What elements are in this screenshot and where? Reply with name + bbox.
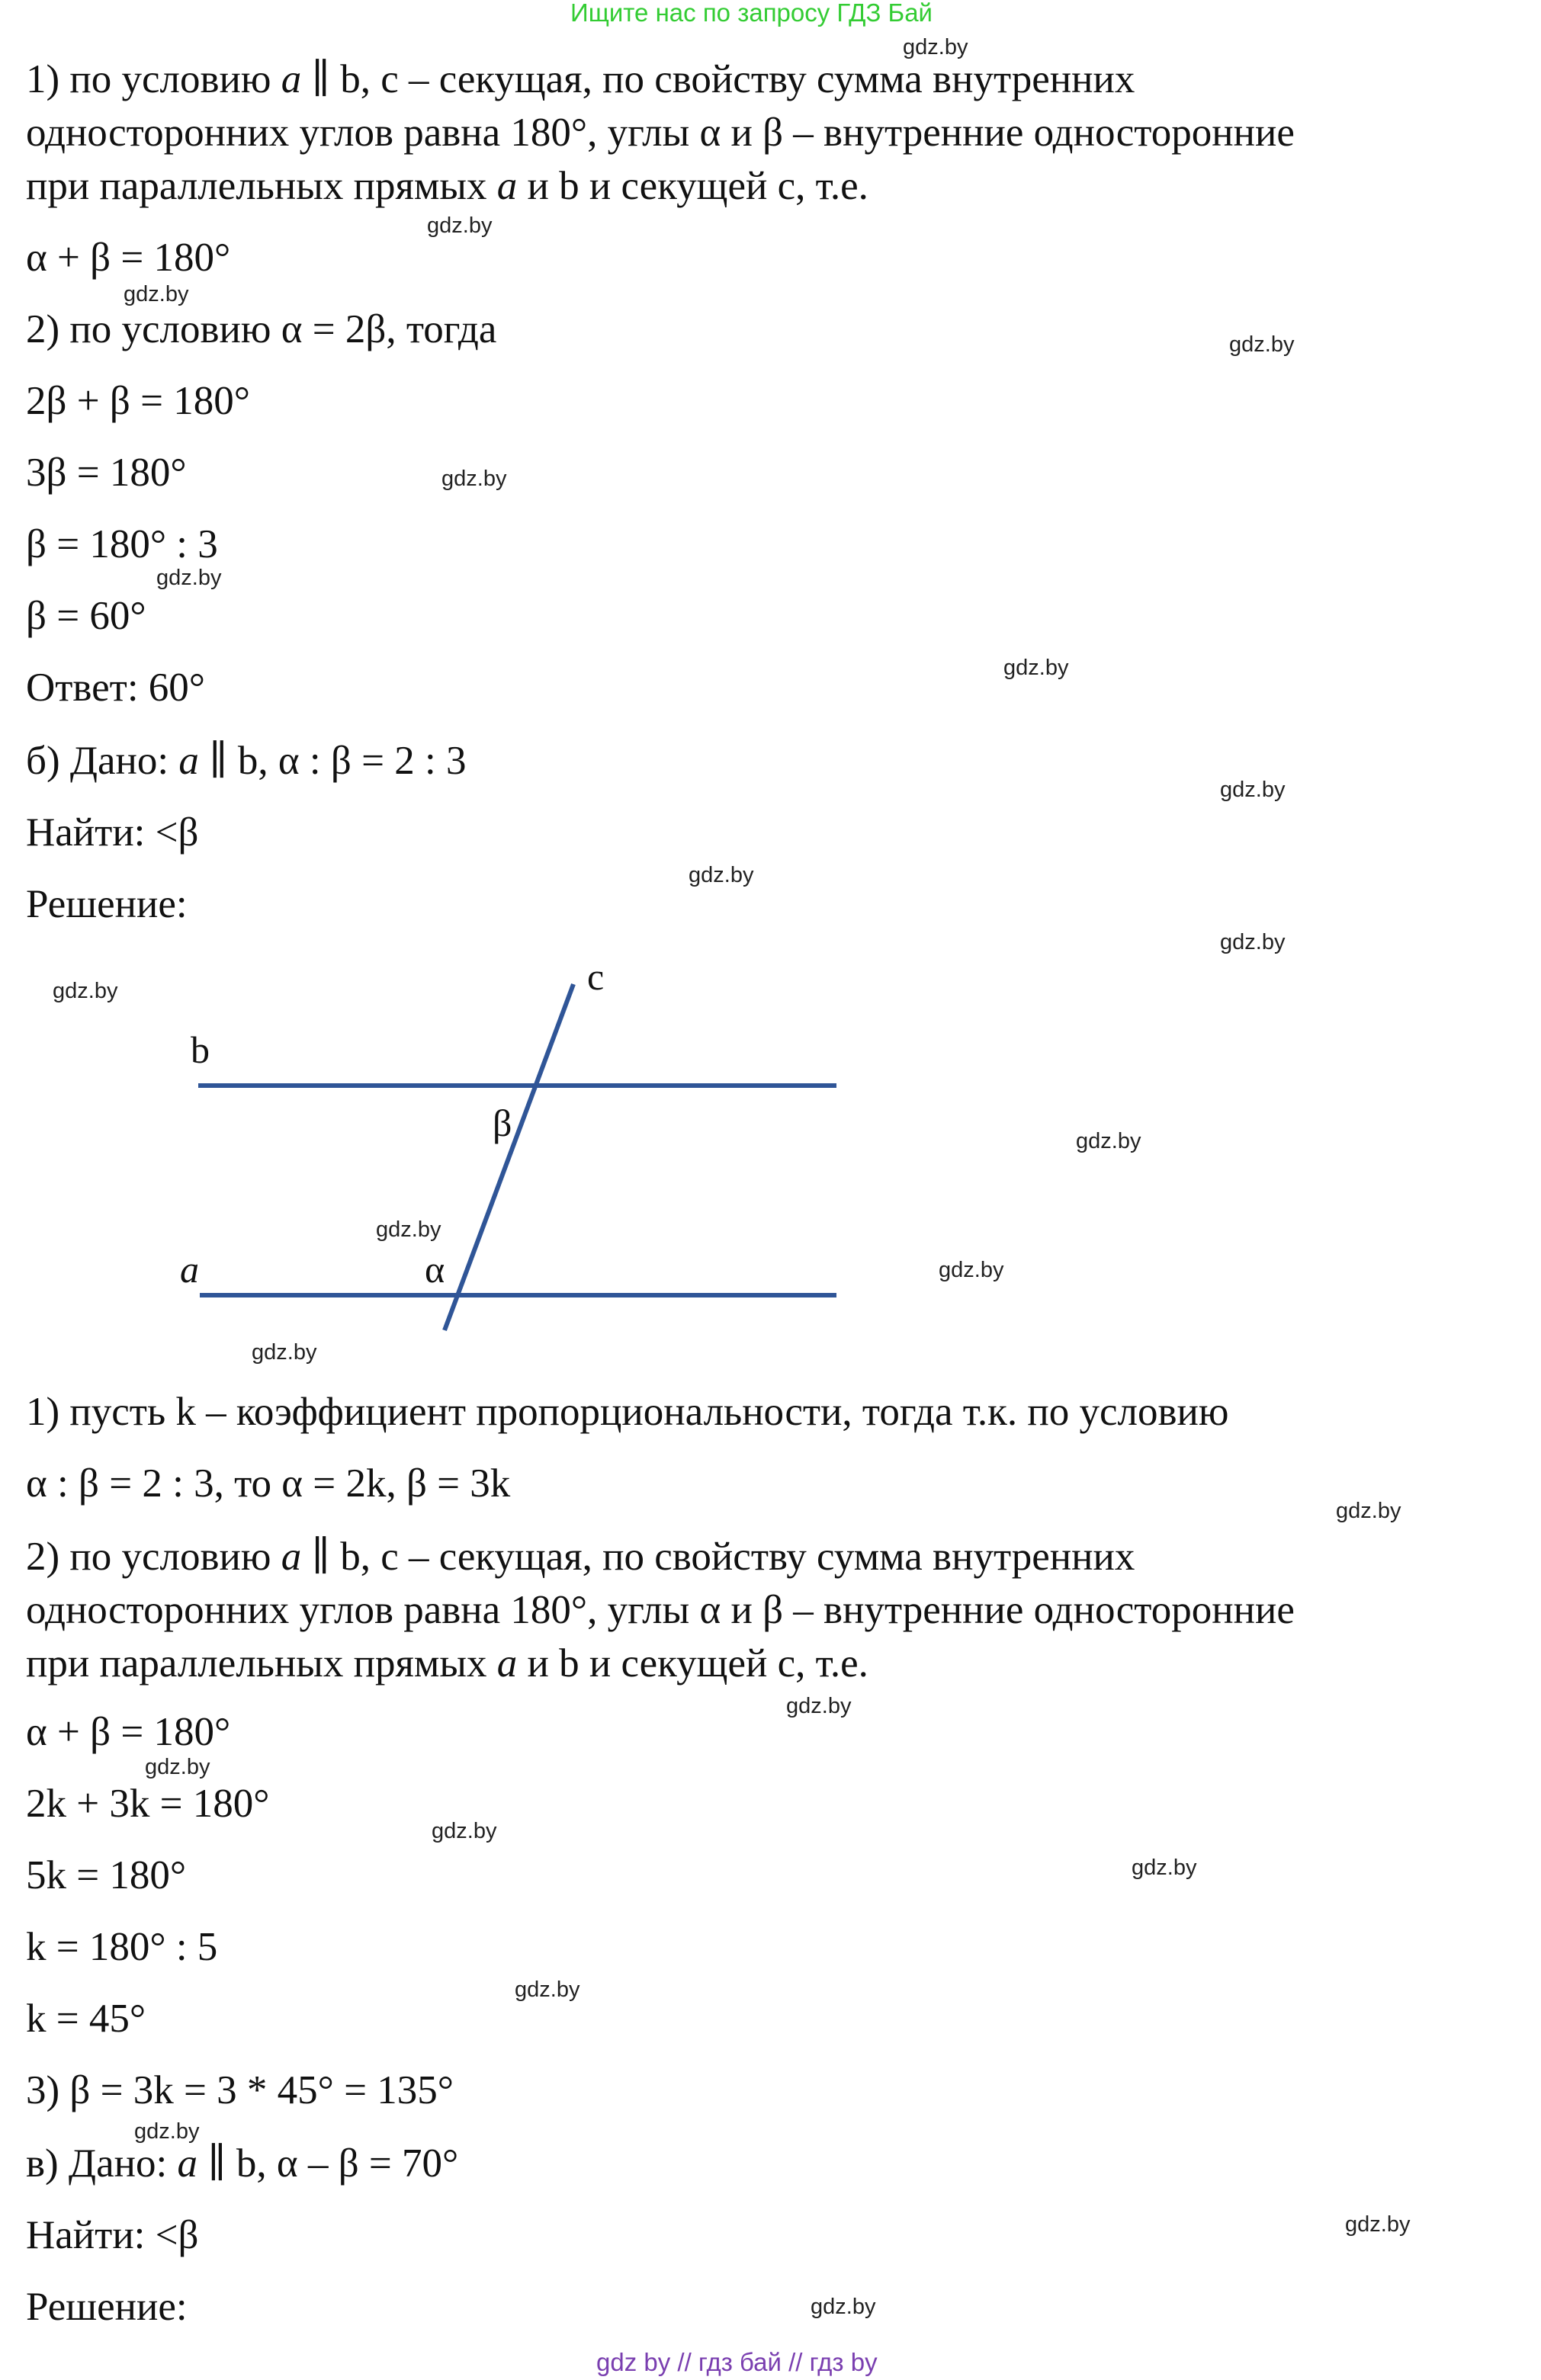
part-a-statement-line1: 1) по условию a ∥ b, c – секущая, по свойству сумма внутренних: [26, 57, 1135, 101]
footer-links: gdz by // гдз бай // гдз by: [596, 2348, 878, 2376]
part-c-find: Найти: <β: [26, 2213, 199, 2257]
watermark: gdz.by: [786, 1694, 852, 1718]
part-b-step-1-line2: α : β = 2 : 3, то α = 2k, β = 3k: [26, 1461, 511, 1506]
part-b-step-3: 3) β = 3k = 3 * 45° = 135°: [26, 2068, 454, 2112]
label-c: c: [587, 955, 605, 998]
watermark: gdz.by: [252, 1340, 317, 1365]
watermark: gdz.by: [903, 35, 968, 59]
watermark: gdz.by: [145, 1755, 210, 1779]
part-b-equation-4: k = 180° : 5: [26, 1925, 218, 1969]
part-b-equation-5: k = 45°: [26, 1997, 146, 2041]
watermark: gdz.by: [515, 1977, 580, 2002]
watermark: gdz.by: [124, 282, 189, 306]
secant-c: [445, 984, 573, 1330]
part-a-equation-5: β = 60°: [26, 594, 146, 638]
watermark: gdz.by: [1220, 930, 1286, 954]
watermark: gdz.by: [376, 1217, 441, 1242]
part-b-step-2-line3: при параллельных прямых a и b и секущей c, т.е.: [26, 1641, 868, 1686]
watermark: gdz.by: [53, 979, 118, 1003]
label-beta: β: [493, 1102, 512, 1144]
watermark: gdz.by: [1076, 1129, 1141, 1153]
header-banner: Ищите нас по запросу ГДЗ Бай: [570, 0, 933, 27]
watermark: gdz.by: [1003, 656, 1069, 680]
part-b-find: Найти: <β: [26, 810, 199, 855]
watermark: gdz.by: [1345, 2212, 1411, 2237]
watermark: gdz.by: [1229, 332, 1295, 357]
part-a-equation-2: 2β + β = 180°: [26, 379, 250, 423]
part-b-step-2-line1: 2) по условию a ∥ b, c – секущая, по свойству сумма внутренних: [26, 1535, 1135, 1579]
part-a-statement-line3: при параллельных прямых a и b и секущей c, т.е.: [26, 164, 868, 208]
watermark: gdz.by: [156, 566, 222, 590]
watermark: gdz.by: [811, 2295, 876, 2319]
watermark: gdz.by: [1336, 1499, 1401, 1523]
part-b-step-2-line2: односторонних углов равна 180°, углы α и β – внутренние односторонние: [26, 1588, 1295, 1632]
part-b-solution-heading: Решение:: [26, 882, 188, 926]
part-b-equation-1: α + β = 180°: [26, 1710, 231, 1754]
watermark: gdz.by: [939, 1258, 1004, 1282]
part-a-statement-line2: односторонних углов равна 180°, углы α и β – внутренние односторонние: [26, 111, 1295, 155]
part-a-equation-1: α + β = 180°: [26, 236, 231, 280]
part-c-given: в) Дано: a ∥ b, α – β = 70°: [26, 2141, 459, 2186]
watermark: gdz.by: [441, 467, 507, 491]
watermark: gdz.by: [1132, 1856, 1197, 1880]
watermark: gdz.by: [689, 863, 754, 887]
part-a-equation-4: β = 180° : 3: [26, 522, 218, 566]
part-c-solution-heading: Решение:: [26, 2285, 188, 2329]
part-a-equation-3: 3β = 180°: [26, 451, 187, 495]
watermark: gdz.by: [432, 1819, 497, 1843]
part-b-step-1-line1: 1) пусть k – коэффициент пропорциональности, тогда т.к. по условию: [26, 1390, 1229, 1434]
watermark: gdz.by: [1220, 778, 1286, 802]
part-b-equation-2: 2k + 3k = 180°: [26, 1782, 270, 1826]
part-b-equation-3: 5k = 180°: [26, 1853, 187, 1897]
label-a: a: [180, 1248, 199, 1291]
label-b: b: [191, 1028, 210, 1071]
part-b-given: б) Дано: a ∥ b, α : β = 2 : 3: [26, 739, 467, 783]
part-a-step-2: 2) по условию α = 2β, тогда: [26, 307, 497, 351]
watermark: gdz.by: [134, 2119, 200, 2144]
part-a-answer: Ответ: 60°: [26, 666, 206, 710]
label-alpha: α: [425, 1248, 445, 1291]
watermark: gdz.by: [427, 213, 493, 238]
